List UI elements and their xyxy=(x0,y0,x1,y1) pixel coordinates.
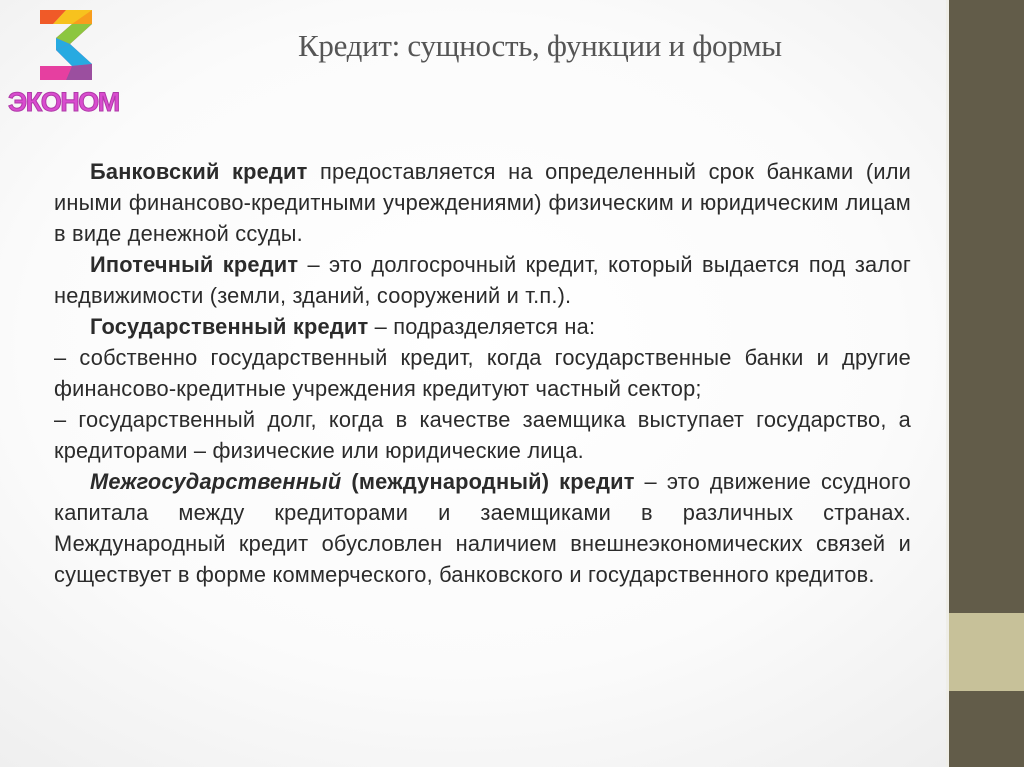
page-title: Кредит: сущность, функции и формы xyxy=(298,28,782,63)
text-bank-credit: предоставляется на определенный срок банками (или иными финансово-кредитными учреждениями) физическим и юридическим лицам в виде денежной ссуды. xyxy=(54,159,911,246)
text-international-credit: – это движение ссудного капитала между кредиторами и заемщиками в различных странах. Международный кредит обусловлен наличием внешнеэкономических связей и существует в форме коммерческого, банковского и государственного кредитов. xyxy=(54,469,911,587)
text-state-credit: – подразделяется на: xyxy=(368,314,596,339)
term-bank-credit: Банковский кредит xyxy=(90,159,308,184)
paragraph-mortgage-credit xyxy=(54,249,911,311)
term-interstate-italic: Межгосударственный xyxy=(90,469,342,494)
list-item-state-debt: – государственный долг, когда в качестве заемщика выступает государство, а кредиторами – физические или юридические лица. xyxy=(54,407,911,463)
paragraph-bank-credit xyxy=(54,156,911,249)
ekonom-logo xyxy=(8,8,126,120)
term-international-credit: (международный) кредит xyxy=(341,469,635,494)
term-mortgage-credit: Ипотечный кредит xyxy=(90,252,299,277)
paragraph-international-credit xyxy=(54,466,911,590)
list-item-state-credit-proper: – собственно государственный кредит, когда государственные банки и другие финансово-кредитные учреждения кредитуют частный сектор; xyxy=(54,345,911,401)
term-state-credit: Государственный кредит xyxy=(90,314,369,339)
logo-text: ЭКОНОМ xyxy=(8,87,119,117)
right-bar-accent-block xyxy=(949,613,1024,691)
text-mortgage-credit: – это долгосрочный кредит, который выдается под залог недвижимости (земли, зданий, сооружений и т.п.). xyxy=(54,252,911,308)
slide-body xyxy=(54,156,911,590)
logo-3-mark-icon xyxy=(36,8,96,88)
paragraph-state-credit xyxy=(54,311,911,342)
